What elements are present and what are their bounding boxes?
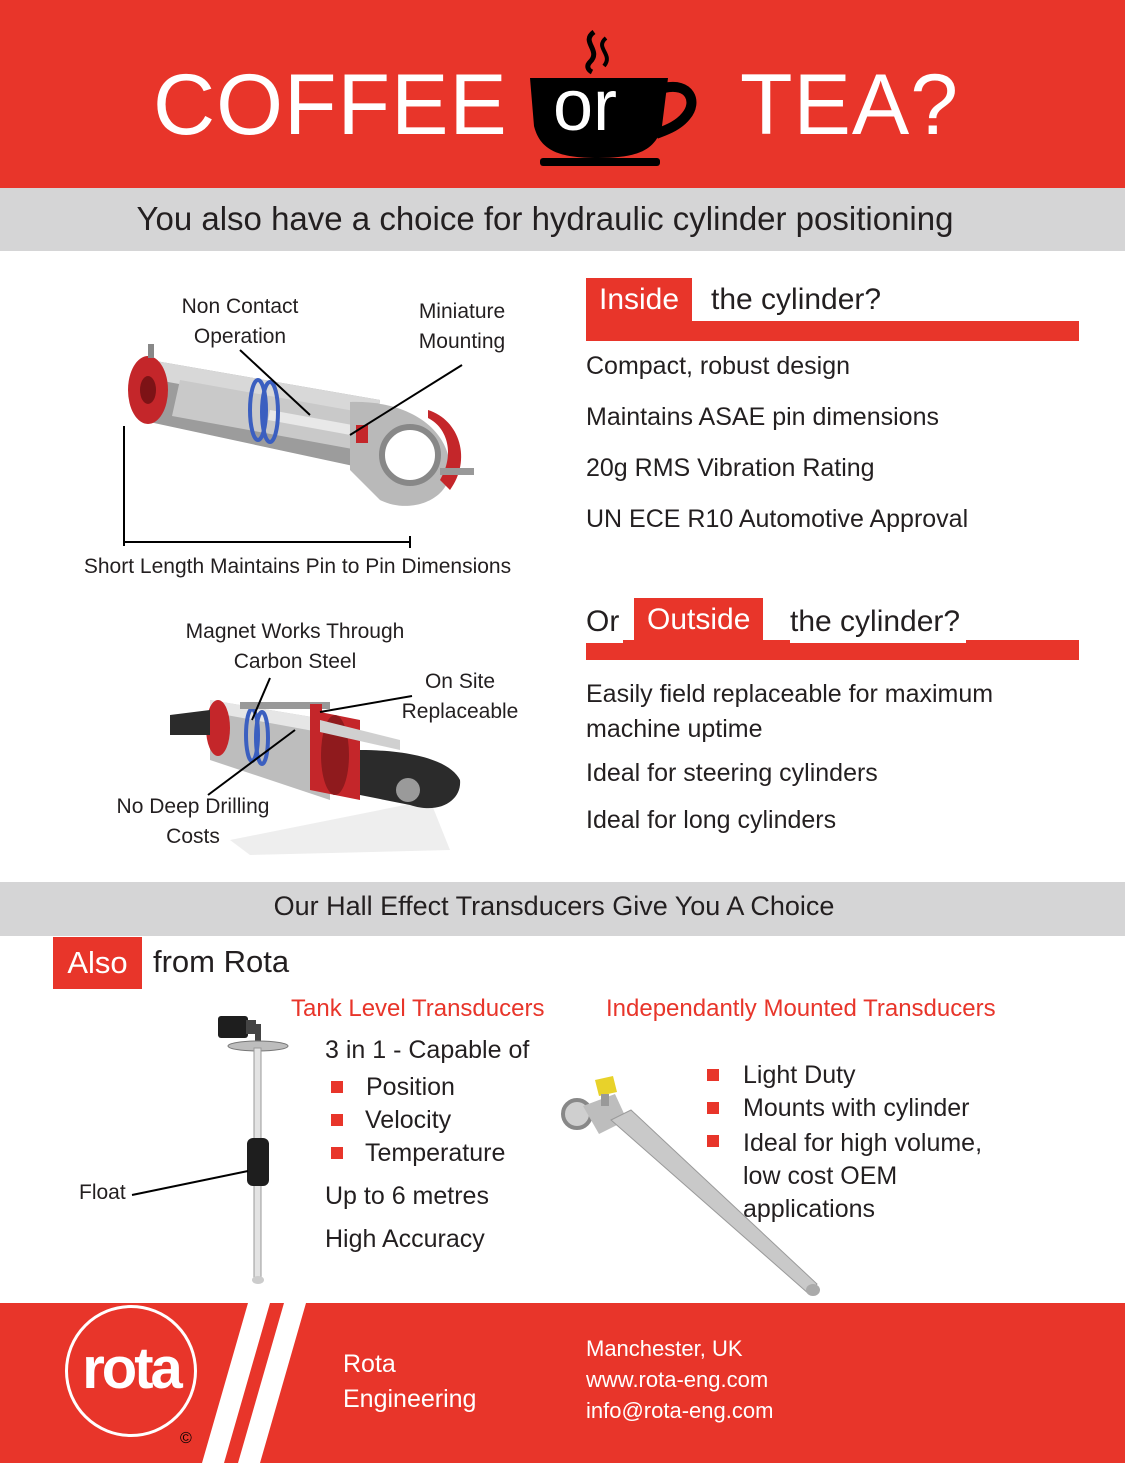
footer-location: Manchester, UK [586, 1336, 743, 1361]
outside-feature-2: Ideal for steering cylinders [586, 759, 878, 787]
outside-heading-box: Outside [634, 598, 763, 641]
label-short-length: Short Length Maintains Pin to Pin Dimensions [83, 555, 512, 578]
outside-heading-rest: the cylinder? [790, 600, 966, 643]
footer-stripes [200, 1303, 320, 1463]
bullet-icon [331, 1081, 343, 1093]
independent-bullet-oem: Ideal for high volume, low cost OEM applications [743, 1129, 983, 1223]
inside-callout-lines [110, 340, 530, 570]
copyright-symbol: © [180, 1430, 192, 1447]
label-miniature-mounting: Miniature Mounting [418, 300, 506, 353]
label-magnet-works: Magnet Works Through Carbon Steel [185, 620, 405, 673]
inside-feature-2: Maintains ASAE pin dimensions [586, 403, 939, 431]
tank-extra-range: Up to 6 metres [325, 1182, 489, 1210]
tank-level-title: Tank Level Transducers [291, 995, 545, 1022]
footer-company: Rota Engineering [343, 1350, 477, 1413]
choice-band-text: Our Hall Effect Transducers Give You A Choice [273, 891, 835, 921]
inside-heading-box: Inside [586, 278, 692, 321]
title-tea: TEA? [740, 57, 960, 153]
tank-level-sensor-illustration [210, 1010, 300, 1290]
title-coffee: COFFEE [153, 57, 508, 153]
bullet-icon [707, 1135, 719, 1147]
footer-website[interactable]: www.rota-eng.com [586, 1367, 769, 1392]
footer-email[interactable]: info@rota-eng.com [586, 1398, 774, 1423]
inside-feature-4: UN ECE R10 Automotive Approval [586, 505, 969, 533]
independent-title: Independantly Mounted Transducers [606, 995, 996, 1022]
independent-bullet-light-duty: Light Duty [743, 1061, 856, 1089]
tank-level-intro: 3 in 1 - Capable of [325, 1036, 530, 1064]
label-on-site-replaceable: On Site Replaceable [401, 670, 519, 723]
also-box: Also [53, 937, 142, 989]
outside-feature-3: Ideal for long cylinders [586, 806, 837, 834]
label-float: Float [79, 1181, 126, 1204]
bullet-icon [707, 1102, 719, 1114]
inside-heading-underline [586, 321, 1079, 341]
outside-feature-1: Easily field replaceable for maximum machine uptime [586, 680, 994, 743]
also-heading-rest: from Rota [153, 944, 290, 979]
outside-heading-underline [586, 640, 1079, 660]
inside-feature-1: Compact, robust design [586, 352, 851, 380]
tank-extra-accuracy: High Accuracy [325, 1225, 485, 1253]
label-non-contact: Non Contact Operation [181, 295, 299, 348]
subtitle: You also have a choice for hydraulic cylinder positioning [136, 200, 954, 237]
tank-bullet-position: Position [366, 1073, 455, 1101]
outside-heading-prefix: Or [586, 600, 623, 643]
label-no-deep-drilling: No Deep Drilling Costs [116, 795, 270, 848]
inside-feature-3: 20g RMS Vibration Rating [586, 454, 875, 482]
independent-bullet-mounts: Mounts with cylinder [743, 1094, 970, 1122]
bullet-icon [331, 1147, 343, 1159]
inside-heading-rest: the cylinder? [711, 278, 887, 321]
tank-bullet-velocity: Velocity [365, 1106, 452, 1134]
bullet-icon [331, 1114, 343, 1126]
tank-bullet-temperature: Temperature [365, 1139, 506, 1167]
bullet-icon [707, 1069, 719, 1081]
float-callout-line [130, 1165, 250, 1205]
title-or: or [553, 66, 618, 146]
rota-logo-text: rota [82, 1336, 180, 1401]
